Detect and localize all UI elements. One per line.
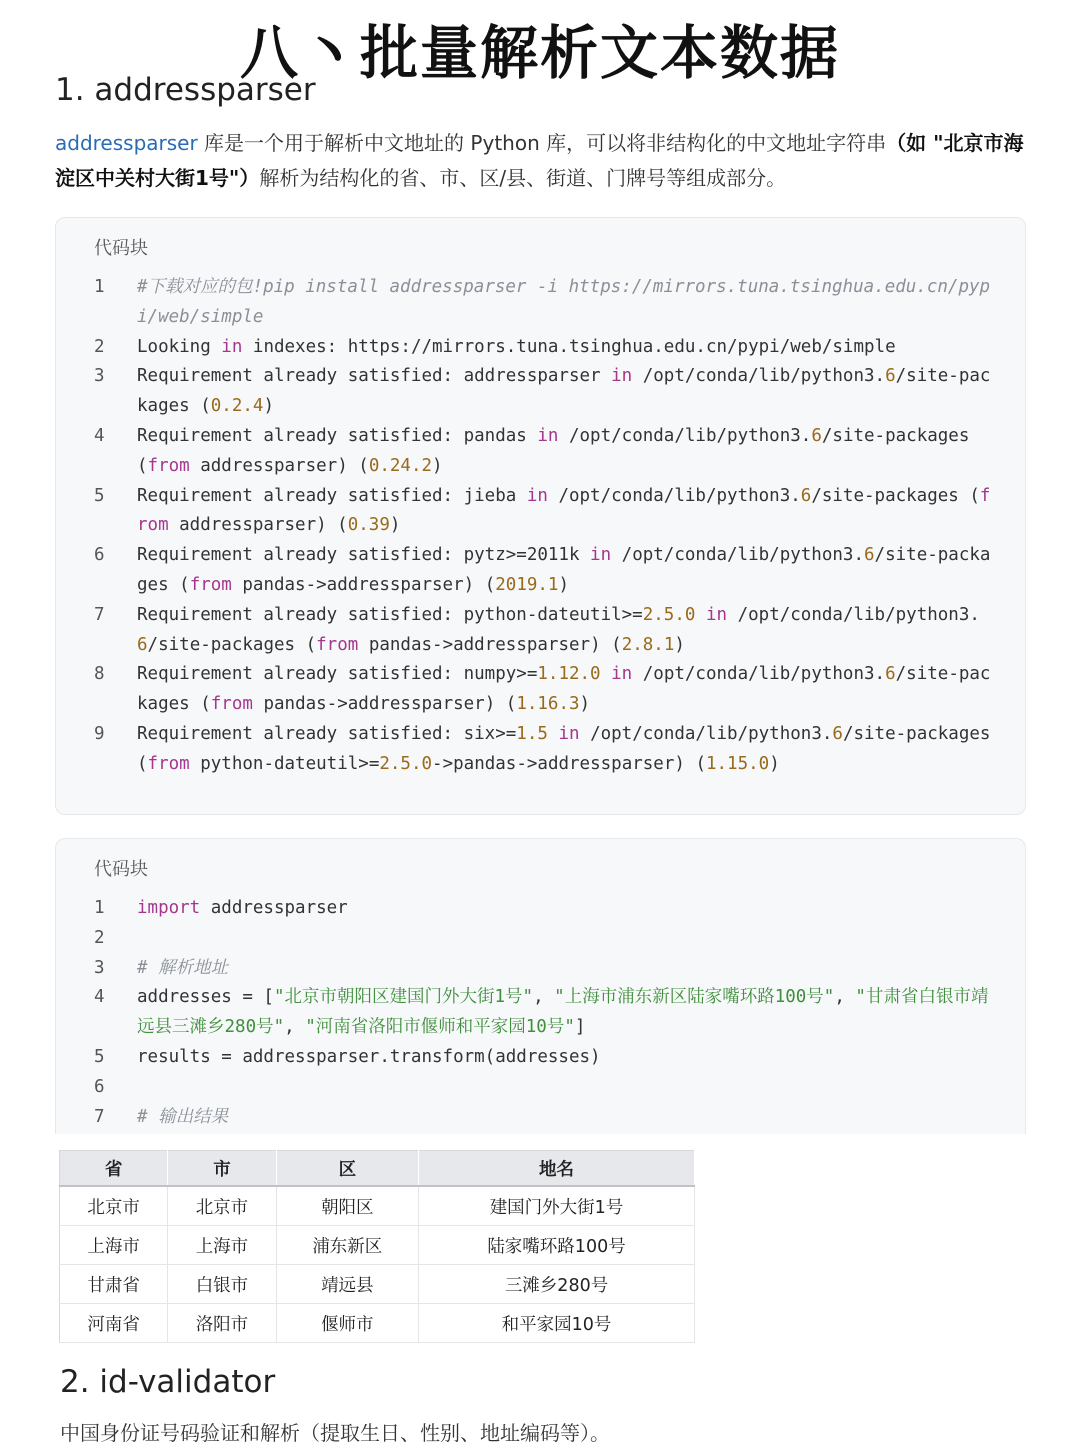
code-text: import addressparser <box>137 898 348 918</box>
code-line <box>56 362 1025 422</box>
code-text: Requirement already satisfied: pandas in /opt/conda/lib/python3.6/site-packages (from addressparser) (0.24.2) <box>137 425 980 476</box>
code-line <box>56 482 1025 542</box>
code-text: Requirement already satisfied: pytz>=2011k in /opt/conda/lib/python3.6/site-packages (from pandas->addressparser) (2019.1) <box>137 545 991 595</box>
code-line <box>56 422 1025 482</box>
table-cell: 和平家园10号 <box>419 1304 695 1343</box>
code-text: addresses = ["北京市朝阳区建国门外大街1号", "上海市浦东新区陆家嘴环路100号", "甘肃省白银市靖远县三滩乡280号", "河南省洛阳市偃师和平家园10号"] <box>137 987 989 1038</box>
code-text: Requirement already satisfied: jieba in /opt/conda/lib/python3.6/site-packages (from addressparser) (0.39) <box>137 485 991 536</box>
code-line <box>56 273 1025 333</box>
code-text: #下载对应的包!pip install addressparser -i https://mirrors.tuna.tsinghua.edu.cn/pypi/web/simple <box>137 277 991 327</box>
table-cell: 甘肃省 <box>60 1265 168 1304</box>
code-block-label: 代码块 <box>94 238 148 259</box>
table-header-cell: 地名 <box>419 1151 695 1187</box>
code-line <box>56 720 1025 780</box>
table-cell: 上海市 <box>60 1226 168 1265</box>
code-text: Requirement already satisfied: addressparser in /opt/conda/lib/python3.6/site-packages (0.2.4) <box>137 366 991 417</box>
line-number: 9 <box>94 723 105 744</box>
line-number: 6 <box>94 545 105 566</box>
table-cell: 北京市 <box>60 1186 168 1226</box>
line-number: 7 <box>94 1106 105 1127</box>
table-cell: 靖远县 <box>276 1265 418 1304</box>
table-cell: 河南省 <box>60 1304 168 1343</box>
code-line <box>56 601 1025 661</box>
line-number: 6 <box>94 1076 105 1097</box>
table-cell: 陆家嘴环路100号 <box>419 1226 695 1265</box>
table-row <box>60 1186 695 1226</box>
code-text <box>137 928 148 948</box>
id-validator-description: 中国身份证号码验证和解析（提取生日、性别、地址编码等）。 <box>60 1421 610 1445</box>
code-line <box>56 660 1025 720</box>
code-text: # 解析地址 <box>137 957 229 978</box>
table-cell: 朝阳区 <box>276 1186 418 1226</box>
line-number: 7 <box>94 604 105 625</box>
table-cell: 白银市 <box>168 1265 276 1304</box>
line-number: 5 <box>94 1046 105 1067</box>
code-content[interactable] <box>56 273 1025 780</box>
table-row <box>60 1304 695 1343</box>
code-text: # 输出结果 <box>137 1106 229 1127</box>
line-number: 3 <box>94 366 105 387</box>
intro-text-end: 解析为结构化的省、市、区/县、街道、门牌号等组成部分。 <box>259 166 787 190</box>
code-block-install[interactable] <box>55 217 1026 815</box>
code-text: Requirement already satisfied: numpy>=1.12.0 in /opt/conda/lib/python3.6/site-packages (from pandas->addressparser) (1.16.3) <box>137 664 991 715</box>
code-line <box>56 1073 1025 1103</box>
table-header-cell: 区 <box>276 1151 418 1187</box>
table-cell: 偃师市 <box>276 1304 418 1343</box>
intro-text: 库是一个用于解析中文地址的 Python 库，可以将非结构化的中文地址字符串 <box>197 131 887 155</box>
code-line <box>56 1103 1025 1133</box>
code-line <box>56 333 1025 363</box>
line-number: 3 <box>94 957 105 978</box>
table-row <box>60 1265 695 1304</box>
code-line <box>56 983 1025 1043</box>
line-number: 1 <box>94 898 105 918</box>
page-title: 八丶批量解析文本数据 <box>239 19 840 87</box>
table-cell: 洛阳市 <box>168 1304 276 1343</box>
code-block-parse[interactable] <box>55 838 1026 1134</box>
table-cell: 三滩乡280号 <box>419 1265 695 1304</box>
code-block-label: 代码块 <box>94 859 148 880</box>
table-body <box>60 1186 695 1343</box>
code-text: Requirement already satisfied: python-dateutil>=2.5.0 in /opt/conda/lib/python3.6/site-packages (from pandas->addressparser) (2.8.1) <box>137 604 980 655</box>
table-cell: 建国门外大街1号 <box>419 1186 695 1226</box>
table-header-row <box>60 1151 695 1187</box>
addressparser-link[interactable]: addressparser <box>55 131 198 155</box>
line-number: 2 <box>94 927 105 948</box>
line-number: 4 <box>94 987 105 1008</box>
line-number: 5 <box>94 485 105 506</box>
line-number: 1 <box>94 277 105 297</box>
section-heading-addressparser: 1. addressparser <box>55 72 316 108</box>
code-text: Requirement already satisfied: six>=1.5 in /opt/conda/lib/python3.6/site-packages (from python-dateutil>=2.5.0->pandas->addressparser) (1.15.0) <box>137 723 1002 774</box>
code-text: Looking in indexes: https://mirrors.tuna.tsinghua.edu.cn/pypi/web/simple <box>137 336 896 357</box>
table-cell: 北京市 <box>168 1186 276 1226</box>
code-text <box>137 1077 148 1097</box>
code-line <box>56 894 1025 924</box>
line-number: 2 <box>94 336 105 357</box>
intro-paragraph <box>55 126 1030 196</box>
result-table <box>59 1150 695 1343</box>
line-number: 4 <box>94 425 105 446</box>
code-line <box>56 541 1025 601</box>
table-row <box>60 1226 695 1265</box>
code-line <box>56 1043 1025 1073</box>
table-header-cell: 市 <box>168 1151 276 1187</box>
table-header-cell: 省 <box>60 1151 168 1187</box>
code-text: results = addressparser.transform(addresses) <box>137 1046 601 1067</box>
line-number: 8 <box>94 664 105 685</box>
code-content[interactable] <box>56 894 1025 1132</box>
table-cell: 上海市 <box>168 1226 276 1265</box>
code-line <box>56 954 1025 984</box>
code-line <box>56 924 1025 954</box>
section-heading-id-validator: 2. id-validator <box>60 1364 276 1400</box>
intro-example: （如 "北京市海淀区中关村大街1号"） <box>55 131 1024 190</box>
table-cell: 浦东新区 <box>276 1226 418 1265</box>
